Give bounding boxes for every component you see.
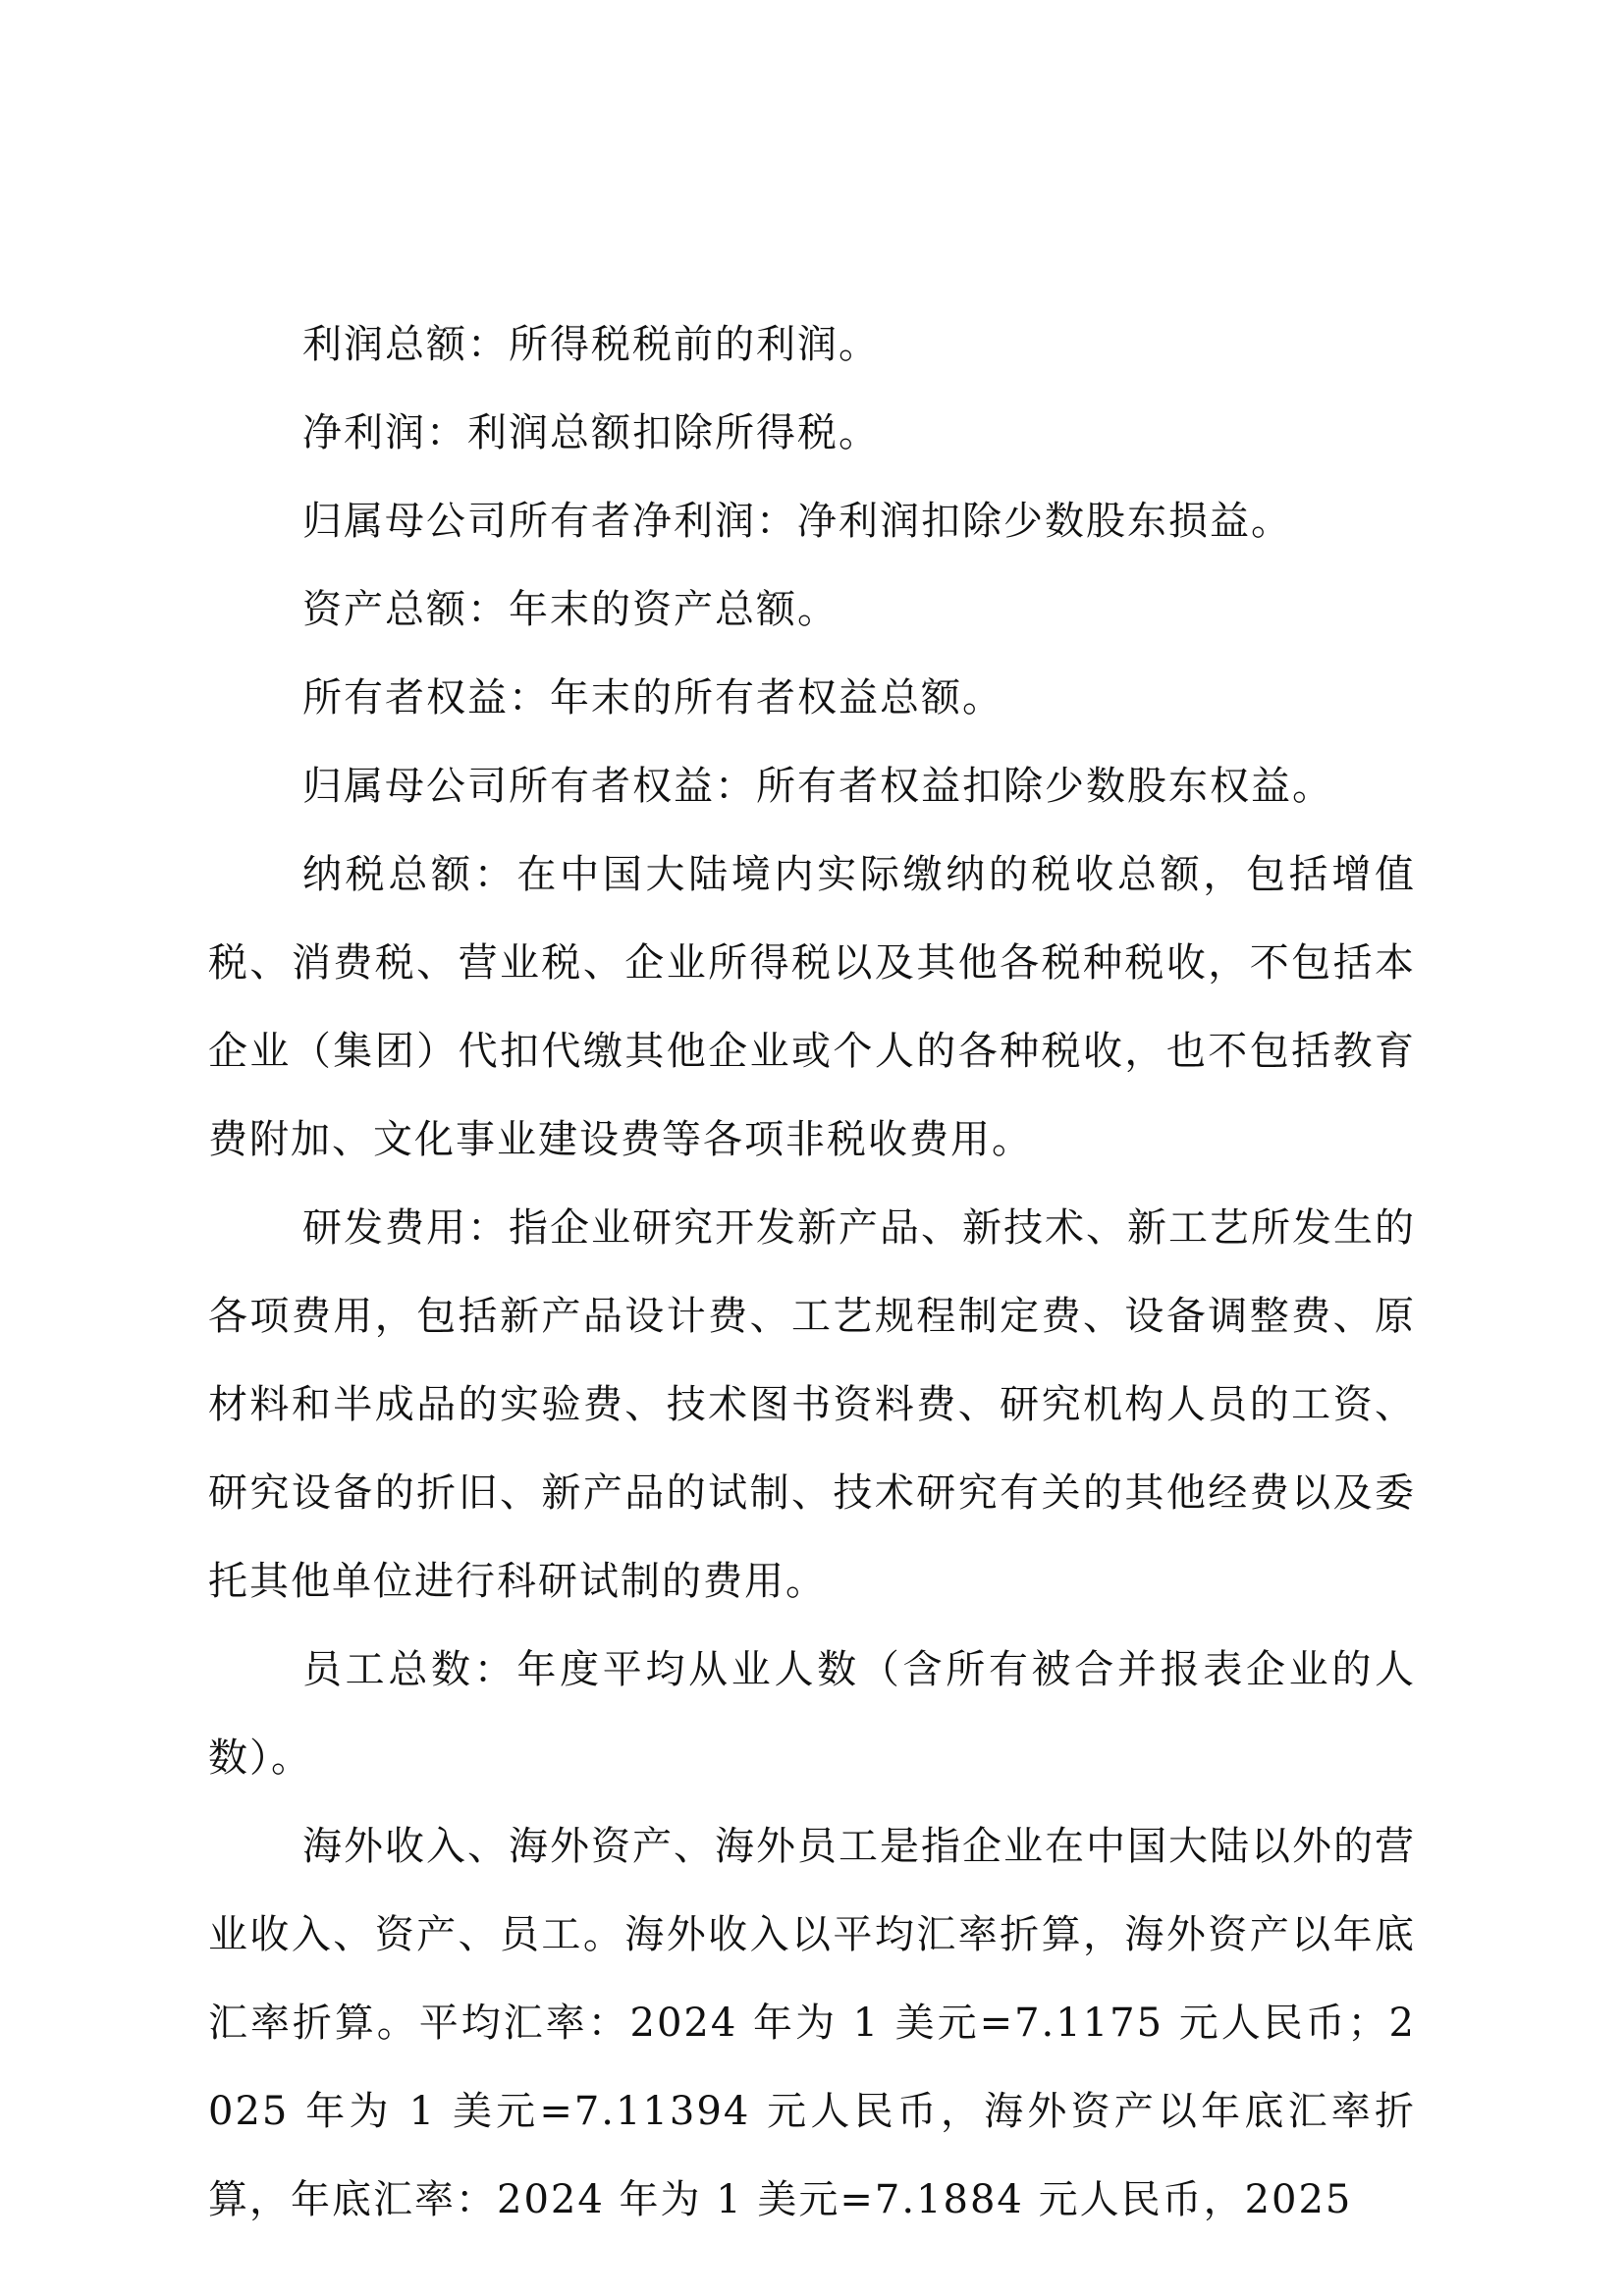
definition-rd-expense: 研发费用：指企业研究开发新产品、新技术、新工艺所发生的各项费用，包括新产品设计费、工艺规程制定费、设备调整费、原材料和半成品的实验费、技术图书资料费、研究机构人员的工资、研究设备的折旧、新产品的试制、技术研究有关的其他经费以及委托其他单位进行科研试制的费用。 <box>208 1205 1416 1604</box>
definition-total-profit: 利润总额：所得税税前的利润。 <box>302 322 880 367</box>
definition-total-tax: 纳税总额：在中国大陆境内实际缴纳的税收总额，包括增值税、消费税、营业税、企业所得税以及其他各税种税收，不包括本企业（集团）代扣代缴其他企业或个人的各种税收，也不包括教育费附加、文化事业建设费等各项非税收费用。 <box>208 852 1416 1162</box>
definition-net-profit: 净利润：利润总额扣除所得税。 <box>302 410 880 455</box>
definition-parent-owners-equity: 归属母公司所有者权益：所有者权益扣除少数股东权益。 <box>302 764 1333 809</box>
definition-total-assets: 资产总额：年末的资产总额。 <box>302 587 839 632</box>
definition-overseas-metrics: 海外收入、海外资产、海外员工是指企业在中国大陆以外的营业收入、资产、员工。海外收入以平均汇率折算，海外资产以年底汇率折算。平均汇率：2024 年为 1 美元=7.1175 元人民币；2025 年为 1 美元=7.11394 元人民币，海外资产以年底汇率折算，年底汇率：2024 年为 1 美元=7.1884 元人民币，2025 <box>208 1824 1416 2222</box>
definition-total-employees: 员工总数：年度平均从业人数（含所有被合并报表企业的人数）。 <box>208 1647 1416 1781</box>
document-body <box>208 300 1416 2244</box>
definition-parent-net-profit: 归属母公司所有者净利润：净利润扣除少数股东损益。 <box>302 499 1292 544</box>
definition-owners-equity: 所有者权益：年末的所有者权益总额。 <box>302 675 1003 721</box>
